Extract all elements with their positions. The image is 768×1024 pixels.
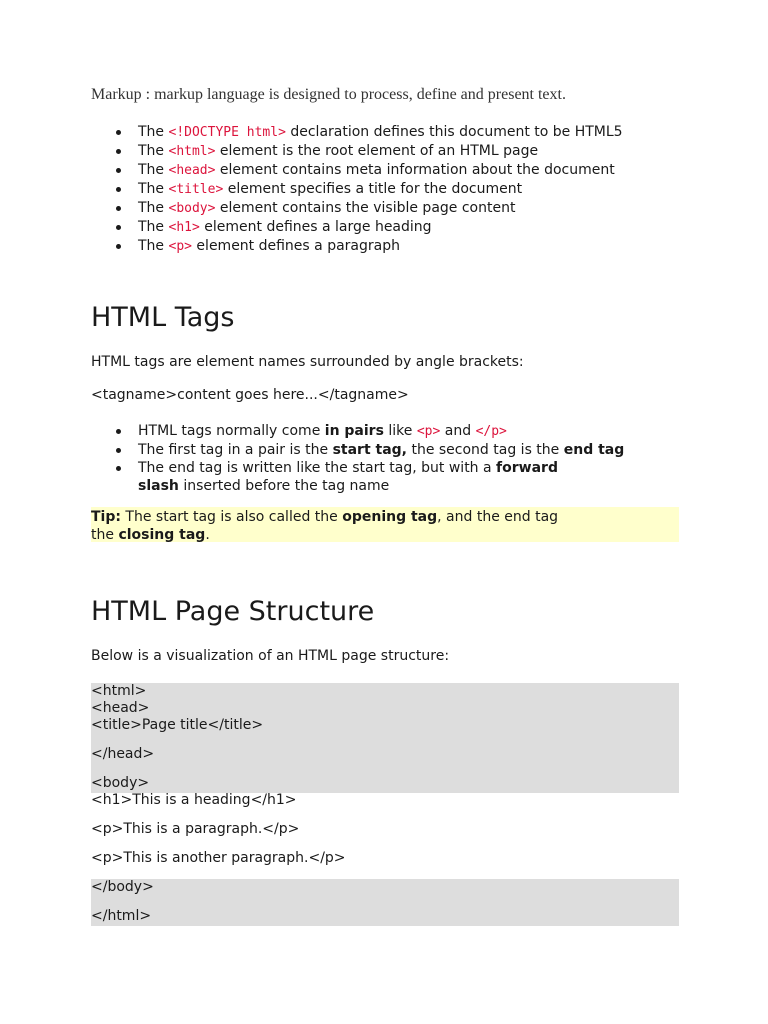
code-block (91, 683, 679, 926)
code-line: <body> (91, 775, 150, 791)
code-span: <title> (168, 182, 224, 197)
code-line: </html> (91, 908, 152, 924)
code-line: <html> (91, 683, 147, 699)
list-item: The first tag in a pair is the start tag, the second tag is the end tag (91, 441, 679, 459)
list-item: The <!DOCTYPE html> declaration defines this document to be HTML5 (91, 123, 679, 142)
intro-text: Markup : markup language is designed to process, define and present text. (91, 86, 566, 103)
list-item: The <h1> element defines a large heading (91, 218, 679, 237)
code-line: </body> (91, 879, 154, 895)
code-bg-bottom (91, 879, 679, 926)
heading-page-structure: HTML Page Structure (91, 596, 375, 627)
code-span: <html> (168, 144, 216, 159)
code-span: <p> (168, 239, 192, 254)
code-span: <head> (168, 163, 216, 178)
code-line: <p>This is a paragraph.</p> (91, 821, 300, 837)
code-line: <head> (91, 700, 150, 716)
list-item: The <p> element defines a paragraph (91, 237, 679, 256)
list-item: The <head> element contains meta information about the document (91, 161, 679, 180)
tags-list (91, 422, 679, 495)
tags-description: HTML tags are element names surrounded by angle brackets: (91, 354, 524, 370)
list-item: The <title> element specifies a title for the document (91, 180, 679, 199)
code-line: <p>This is another paragraph.</p> (91, 850, 346, 866)
tag-syntax: <tagname>content goes here...</tagname> (91, 387, 409, 403)
element-list (91, 123, 679, 256)
list-item: The <html> element is the root element of an HTML page (91, 142, 679, 161)
code-span: <h1> (168, 220, 200, 235)
code-span: <p> (416, 424, 441, 439)
list-item: The <body> element contains the visible page content (91, 199, 679, 218)
code-line: </head> (91, 746, 155, 762)
code-line: <h1>This is a heading</h1> (91, 792, 297, 808)
heading-html-tags: HTML Tags (91, 302, 235, 333)
code-span: <!DOCTYPE html> (168, 125, 286, 140)
code-bg-top (91, 683, 679, 793)
list-item: The end tag is written like the start tag, but with a forward slash inserted before the tag name (91, 459, 679, 495)
structure-description: Below is a visualization of an HTML page structure: (91, 648, 450, 664)
tip-box: Tip: The start tag is also called the opening tag, and the end tag the closing tag. (91, 507, 679, 542)
list-item: HTML tags normally come in pairs like <p> and </p> (91, 422, 679, 441)
code-span: </p> (475, 424, 507, 439)
tip-label: Tip: (91, 509, 121, 525)
code-span: <body> (168, 201, 216, 216)
code-line: <title>Page title</title> (91, 717, 264, 733)
